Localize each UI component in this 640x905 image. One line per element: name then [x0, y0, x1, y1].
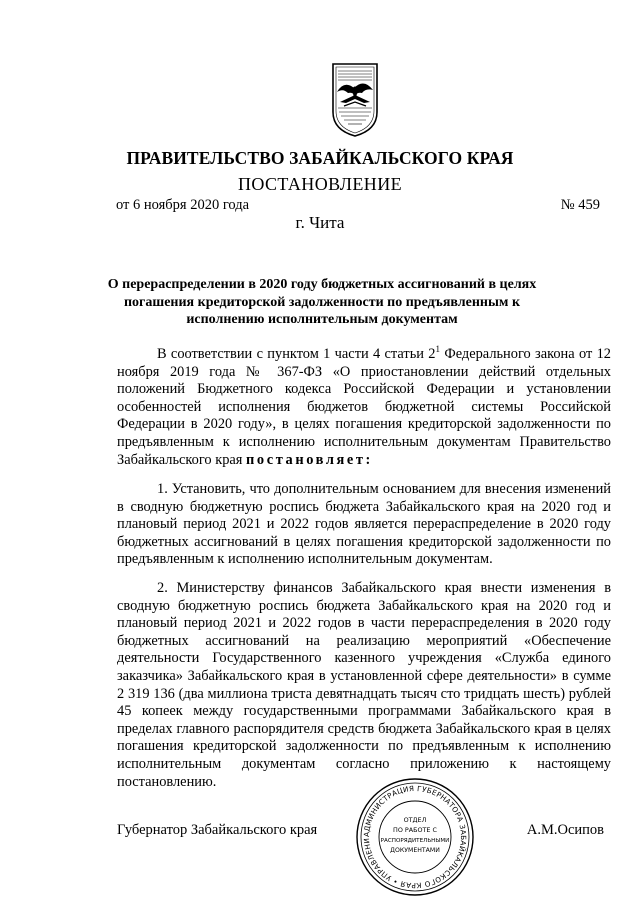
stamp-line-3: РАСПОРЯДИТЕЛЬНЫМИ [380, 838, 450, 844]
stamp-line-1: ОТДЕЛ [403, 816, 427, 824]
signatory-title: Губернатор Забайкальского края [117, 822, 318, 838]
decree-word: постановляет: [246, 451, 373, 468]
coat-of-arms-emblem [330, 62, 380, 138]
preamble-paragraph [117, 346, 611, 469]
stamp-seal-icon [353, 775, 477, 899]
stamp-line-4: ДОКУМЕНТАМИ [390, 847, 440, 854]
signatory-name: А.М.Осипов [526, 822, 604, 838]
stamp-ring-text: АДМИНИСТРАЦИЯ ГУБЕРНАТОРА ЗАБАЙКАЛЬСКОГО КРАЯ • УПРАВЛЕНИ [361, 783, 469, 891]
item-text: 1. Установить, что дополнительным основанием для внесения изменений в сводную бюджетную роспись бюджета Забайкальского края на 2020 год и плановый период 2021 и 2022 годов является перераспределение в 2020 году бюджетных ассигнований в целях погашения кредиторской задолженности по предъявленным к исполнению исполнительным документам. [117, 481, 611, 568]
item-text: 2. Министерству финансов Забайкальского края внести изменения в сводную бюджетную роспись бюджета Забайкальского края на 2020 год и плановый период 2021 и 2022 годов в части перераспределения в 2020 году бюджетных ассигнований на реализацию мероприятий «Обеспечение деятельности Государственного казенного учреждения «Служба единого заказчика» Забайкальского края в установленной сфере деятельности» в сумме 2 319 136 (два миллиона триста девятнадцать тысяч сто тридцать шесть) рублей 45 копеек между государственными программами Забайкальского края в пределах главного распорядителя средств бюджета Забайкальского края в целях погашения кредиторской задолженности по предъявленным к исполнению исполнительным документам согласно приложению к настоящему постановлению. [117, 580, 611, 790]
preamble-superscript: 1 [435, 344, 440, 354]
document-city: г. Чита [295, 213, 345, 232]
government-name: ПРАВИТЕЛЬСТВО ЗАБАЙКАЛЬСКОГО КРАЯ [126, 148, 514, 168]
item-paragraph-2 [117, 580, 611, 791]
stamp-line-2: ПО РАБОТЕ С [393, 826, 437, 834]
document-title: О перераспределении в 2020 году бюджетных ассигнований в целях погашения кредиторской задолженности по предъявленным к исполнению исполнительным документам [107, 277, 537, 327]
preamble-text-end: Федерального закона от 12 ноября 2019 года № 367-ФЗ «О приостановлении действий отдельных положений Бюджетного кодекса Российской Федерации и установлении особенностей исполнения бюджетов бюджетной системы Российской Федерации в 2020 году», в целях погашения кредиторской задолженности по предъявленным к исполнению исполнительным документам Правительство Забайкальского края [117, 346, 611, 468]
preamble-text-start: В соответствии с пунктом 1 части 4 статьи 2 [157, 346, 436, 362]
document-type: ПОСТАНОВЛЕНИЕ [237, 174, 403, 194]
document-date: от 6 ноября 2020 года [116, 197, 250, 213]
coat-of-arms-icon [330, 62, 380, 138]
document-number: № 459 [560, 197, 600, 213]
official-stamp [353, 775, 477, 899]
item-paragraph-1 [117, 481, 611, 569]
